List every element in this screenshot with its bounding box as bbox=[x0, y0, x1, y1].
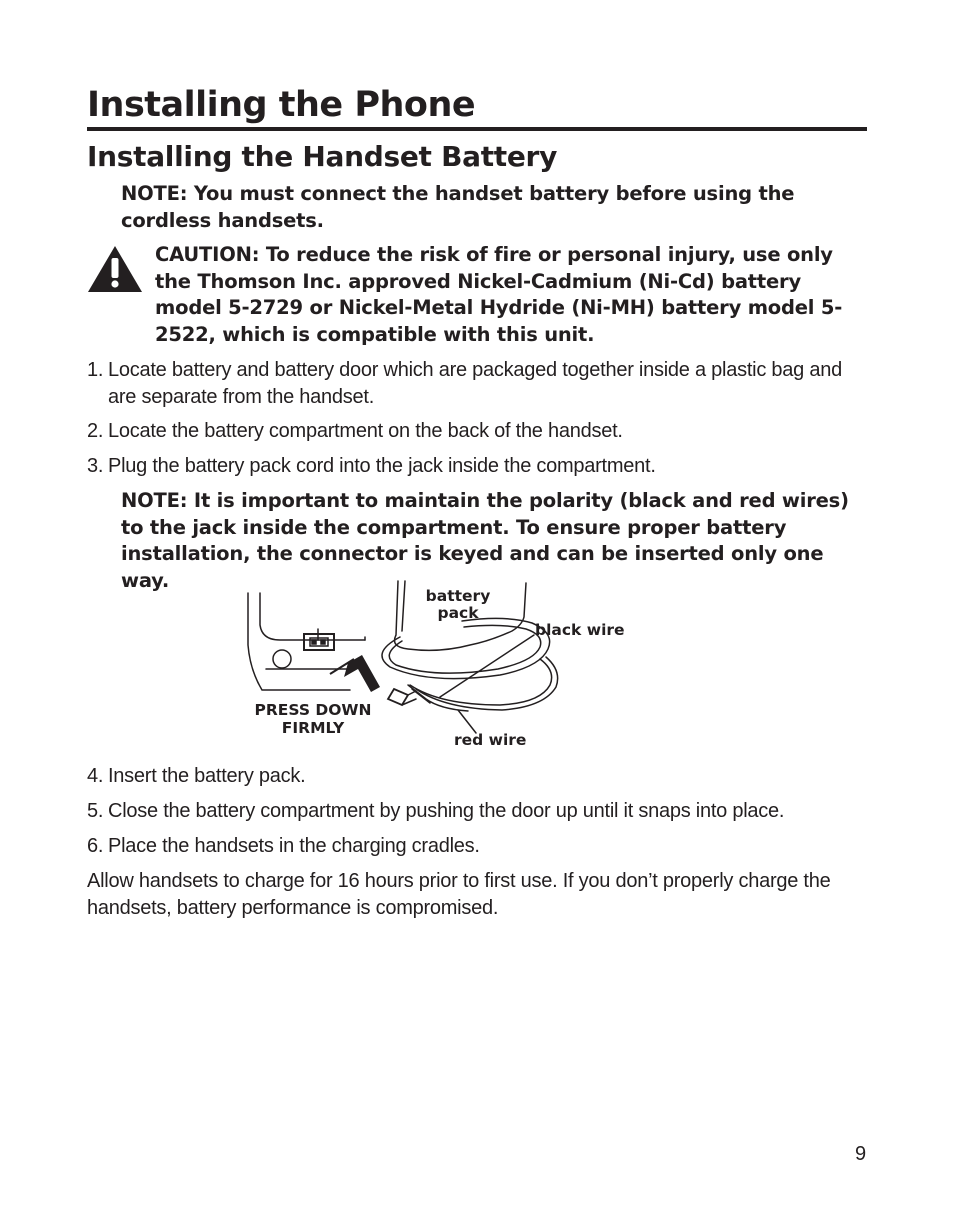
step-number: 6. bbox=[87, 835, 104, 857]
figure-label-battery: battery bbox=[425, 587, 491, 605]
step-text: Close the battery compartment by pushing the door up until it snaps into place. bbox=[108, 800, 785, 822]
step-text: Plug the battery pack cord into the jack inside the compartment. bbox=[108, 455, 656, 477]
caution-text: CAUTION: To reduce the risk of fire or personal injury, use only the Thomson Inc. approved Nickel-Cadmium (Ni-Cd) battery model 5-2729 or Nickel-Metal Hydride (Ni-MH) battery model 5-2522, which is compatible with this unit. bbox=[155, 243, 843, 346]
step-number: 5. bbox=[87, 800, 104, 822]
list-item bbox=[87, 798, 872, 833]
note-polarity: NOTE: It is important to maintain the polarity (black and red wires) to the jack inside the compartment. To ensure proper battery installation, the connector is keyed and can be inserted only one way. bbox=[121, 489, 849, 592]
step-number: 1. bbox=[87, 359, 104, 381]
charging-instructions: Allow handsets to charge for 16 hours prior to first use. If you don’t properly charge the handsets, battery performance is compromised. bbox=[87, 870, 831, 919]
step-number: 4. bbox=[87, 765, 104, 787]
figure-label-black-wire: black wire bbox=[535, 621, 625, 639]
step-text: Locate battery and battery door which are packaged together inside a plastic bag and are separate from the handset. bbox=[108, 359, 842, 408]
steps-list-1 bbox=[87, 357, 872, 480]
figure-label-red-wire: red wire bbox=[454, 731, 527, 749]
note-connect-battery: NOTE: You must connect the handset battery before using the cordless handsets. bbox=[121, 182, 795, 232]
section-title: Installing the Handset Battery bbox=[87, 140, 558, 173]
step-text: Locate the battery compartment on the back of the handset. bbox=[108, 420, 623, 442]
warning-triangle-icon bbox=[86, 244, 144, 294]
step-text: Place the handsets in the charging cradles. bbox=[108, 835, 480, 857]
list-item bbox=[87, 418, 872, 453]
step-number: 2. bbox=[87, 420, 104, 442]
figure-label-press-down: PRESS DOWN bbox=[254, 701, 372, 719]
list-item bbox=[87, 833, 872, 860]
list-item bbox=[87, 357, 872, 418]
steps-list-2 bbox=[87, 763, 872, 860]
list-item bbox=[87, 453, 872, 480]
list-item bbox=[87, 763, 872, 798]
figure-label-pack: pack bbox=[437, 604, 479, 622]
figure-label-firmly: FIRMLY bbox=[281, 719, 345, 737]
step-number: 3. bbox=[87, 455, 104, 477]
step-text: Insert the battery pack. bbox=[108, 765, 306, 787]
page-title: Installing the Phone bbox=[87, 84, 867, 131]
page-number: 9 bbox=[855, 1143, 867, 1165]
